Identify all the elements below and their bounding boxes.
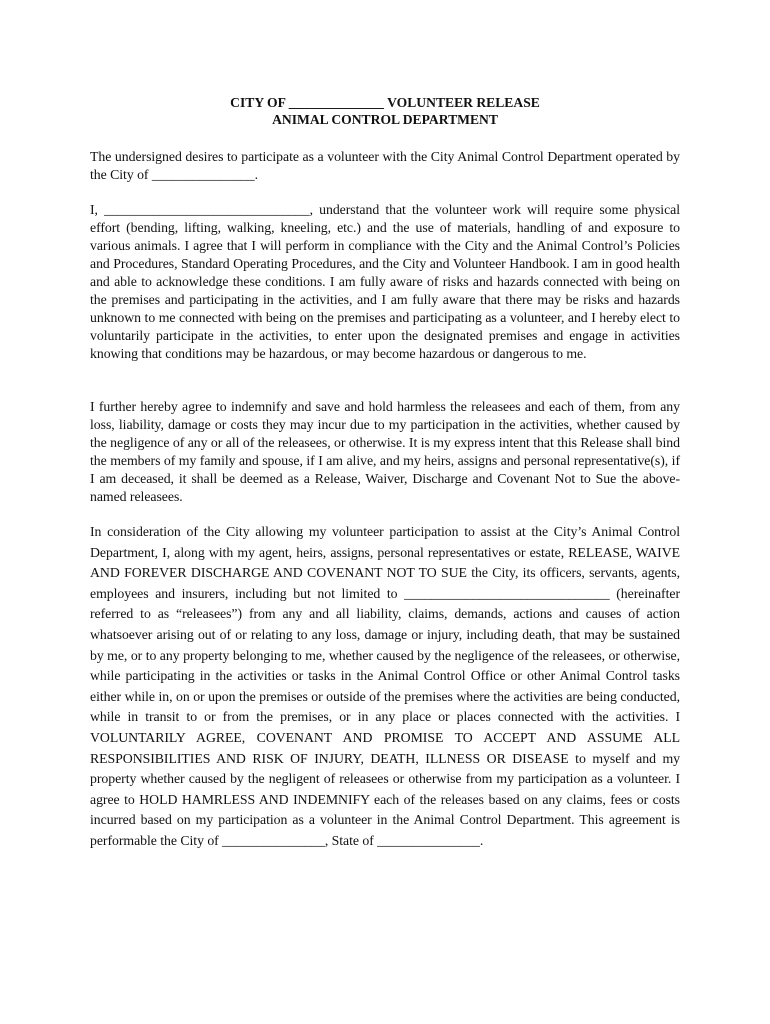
title-line-city-volunteer-release: CITY OF ______________ VOLUNTEER RELEASE — [230, 95, 540, 110]
document-title — [90, 94, 680, 128]
paragraph-release-waiver: In consideration of the City allowing my volunteer participation to assist at the City’s Animal Control Department, I, along with my agent, heirs, assigns, personal representatives or estate, RELEASE, WAIVE AND FOREVER DISCHARGE AND COVENANT NOT TO SUE the City, its officers, servants, agents, employees and insurers, including but not limited to ______________________________ (hereinafter referred to as “releasees”) from any and all liability, claims, demands, actions and causes of action whatsoever arising out of or relating to any loss, damage or injury, including death, that may be sustained by me, or to any property belonging to me, whether caused by the negligence of the releasees, or otherwise, while participating in the activities or tasks in the Animal Control Office or other Animal Control tasks either while in, on or upon the premises or outside of the premises where the activities are being conducted, while in transit to or from the premises, or in any place or places connected with the activities. I VOLUNTARILY AGREE, COVENANT AND PROMISE TO ACCEPT AND ASSUME ALL RESPONSIBILITIES AND RISK OF INJURY, DEATH, ILLNESS OR DISEASE to myself and my property whether caused by the negligent of releasees or otherwise from my participation as a volunteer. I agree to HOLD HAMRLESS AND INDEMNIFY each of the releases based on any claims, fees or costs incurred based on my participation as a volunteer in the Animal Control Department. This agreement is performable the City of _______________, State of _______________. — [90, 524, 680, 848]
paragraph-undersigned-desires: The undersigned desires to participate as a volunteer with the City Animal Control Department operated by the City of _______________. — [90, 149, 680, 182]
paragraph-indemnify: I further hereby agree to indemnify and save and hold harmless the releasees and each of them, from any loss, liability, damage or costs they may incur due to my participation in the activities, whether caused by the negligence of any or all of the releasees, or otherwise. It is my express intent that this Release shall bind the members of my family and spouse, if I am alive, and my heirs, assigns and personal representative(s), if I am deceased, it shall be deemed as a Release, Waiver, Discharge and Covenant Not to Sue the above-named releasees. — [90, 399, 680, 504]
paragraph-understand-volunteer-work: I, ______________________________, understand that the volunteer work will require some physical effort (bending, lifting, walking, kneeling, etc.) and the use of materials, handling of and exposure to various animals. I agree that I will perform in compliance with the City and the Animal Control’s Policies and Procedures, Standard Operating Procedures, and the City and Volunteer Handbook. I am in good health and able to acknowledge these conditions. I am fully aware of risks and hazards connected with being on the premises and participating in the activities, and I am fully aware that there may be risks and hazards unknown to me connected with being on the premises and participating as a volunteer, and I hereby elect to voluntarily participate in the activities, to enter upon the designated premises and engage in activities knowing that conditions may be hazardous, or may become hazardous or dangerous to me. — [90, 202, 680, 361]
title-line-animal-control-department: ANIMAL CONTROL DEPARTMENT — [272, 112, 498, 127]
